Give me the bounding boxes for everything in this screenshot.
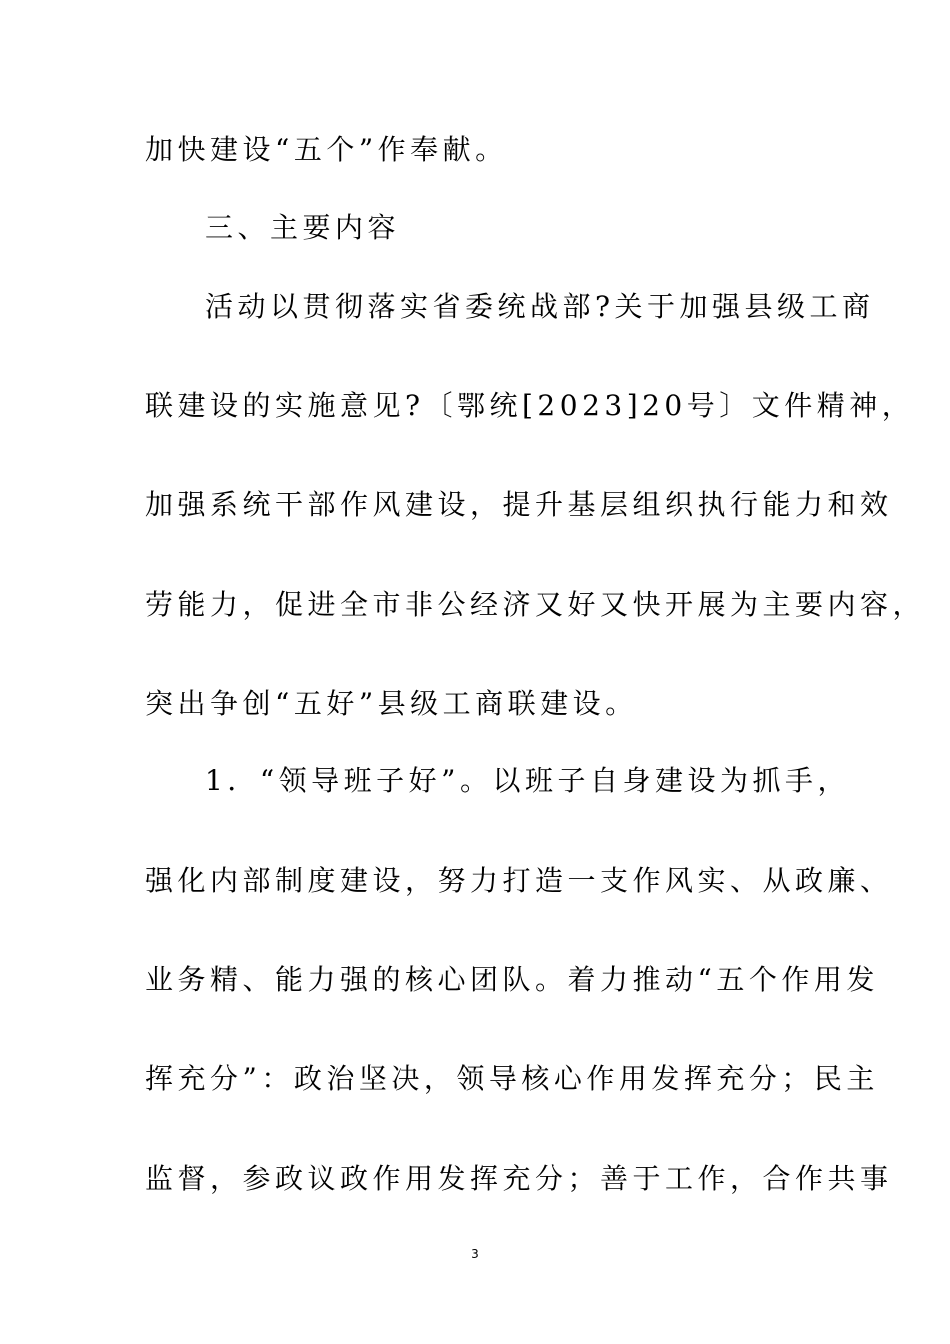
text-line-3: 活动以贯彻落实省委统战部?关于加强县级工商 [205,290,875,323]
text-line-1: 加快建设“五个”作奉献。 [145,133,508,166]
text-line-7: 突出争创“五好”县级工商联建设。 [145,687,638,720]
text-line-12: 监督，参政议政作用发挥充分；善于工作，合作共事 [145,1162,893,1195]
text-line-9: 强化内部制度建设，努力打造一支作风实、从政廉、 [145,864,893,897]
item-heading-1: 1．“领导班子好”。以班子自身建设为抓手， [205,764,850,797]
text-line-10: 业务精、能力强的核心团队。着力推动“五个作用发 [145,963,879,996]
text-line-4: 联建设的实施意见?〔鄂统[2023]20号〕文件精神， [145,389,915,422]
page-number: 3 [471,1247,479,1261]
section-heading: 三、主要内容 [205,211,401,244]
text-line-11: 挥充分”：政治坚决，领导核心作用发挥充分；民主 [145,1062,879,1095]
text-line-6: 劳能力，促进全市非公经济又好又快开展为主要内容， [145,588,926,621]
text-line-5: 加强系统干部作风建设，提升基层组织执行能力和效 [145,488,893,521]
